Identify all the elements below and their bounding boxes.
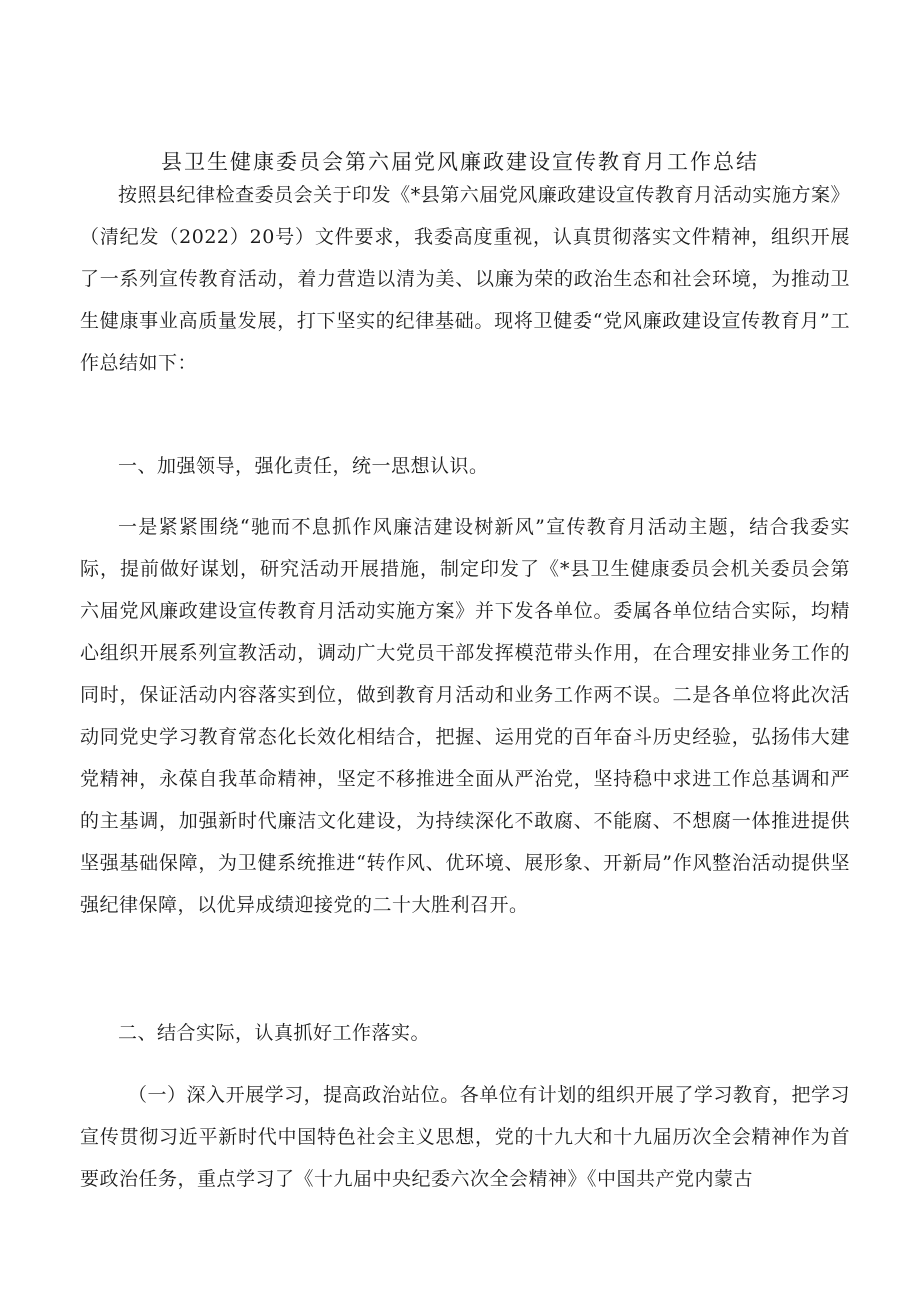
section-heading-1: 一、加强领导，强化责任，统一思想认识。 — [118, 455, 489, 477]
section-1-paragraph: 一是紧紧围绕“驰而不息抓作风廉洁建设树新风”宣传教育月活动主题，结合我委实际，提前做好谋划，研究活动开展措施，制定印发了《*县卫生健康委员会机关委员会第六届党风廉政建设宣传教育月活动实施方案》并下发各单位。委属各单位结合实际，均精心组织开展系列宣教活动，调动广大党员干部发挥模范带头作用，在合理安排业务工作的同时，保证活动内容落实到位，做到教育月活动和业务工作两不误。二是各单位将此次活动同党史学习教育常态化长效化相结合，把握、运用党的百年奋斗历史经验，弘扬伟大建党精神，永葆自我革命精神，坚定不移推进全面从严治党，坚持稳中求进工作总基调和严的主基调，加强新时代廉洁文化建设，为持续深化不敢腐、不能腐、不想腐一体推进提供坚强基础保障，为卫健系统推进“转作风、优环境、展形象、开新局”作风整治活动提供坚强纪律保障，以优异成绩迎接党的二十大胜利召开。 — [80, 516, 850, 916]
section-heading-2: 二、结合实际，认真抓好工作落实。 — [118, 1022, 431, 1044]
intro-paragraph: 按照县纪律检查委员会关于印发《*县第六届党风廉政建设宣传教育月活动实施方案》（清纪发（2022）20号）文件要求，我委高度重视，认真贯彻落实文件精神，组织开展了一系列宣传教育活动，着力营造以清为美、以廉为荣的政治生态和社会环境，为推动卫生健康事业高质量发展，打下坚实的纪律基础。现将卫健委“党风廉政建设宣传教育月”工作总结如下： — [80, 184, 850, 374]
document-title: 县卫生健康委员会第六届党风廉政建设宣传教育月工作总结 — [161, 150, 759, 174]
section-2-paragraph: （一）深入开展学习，提高政治站位。各单位有计划的组织开展了学习教育，把学习宣传贯彻习近平新时代中国特色社会主义思想，党的十九大和十九届历次全会精神作为首要政治任务，重点学习了《十九届中央纪委六次全会精神》《中国共产党内蒙古 — [80, 1084, 850, 1190]
